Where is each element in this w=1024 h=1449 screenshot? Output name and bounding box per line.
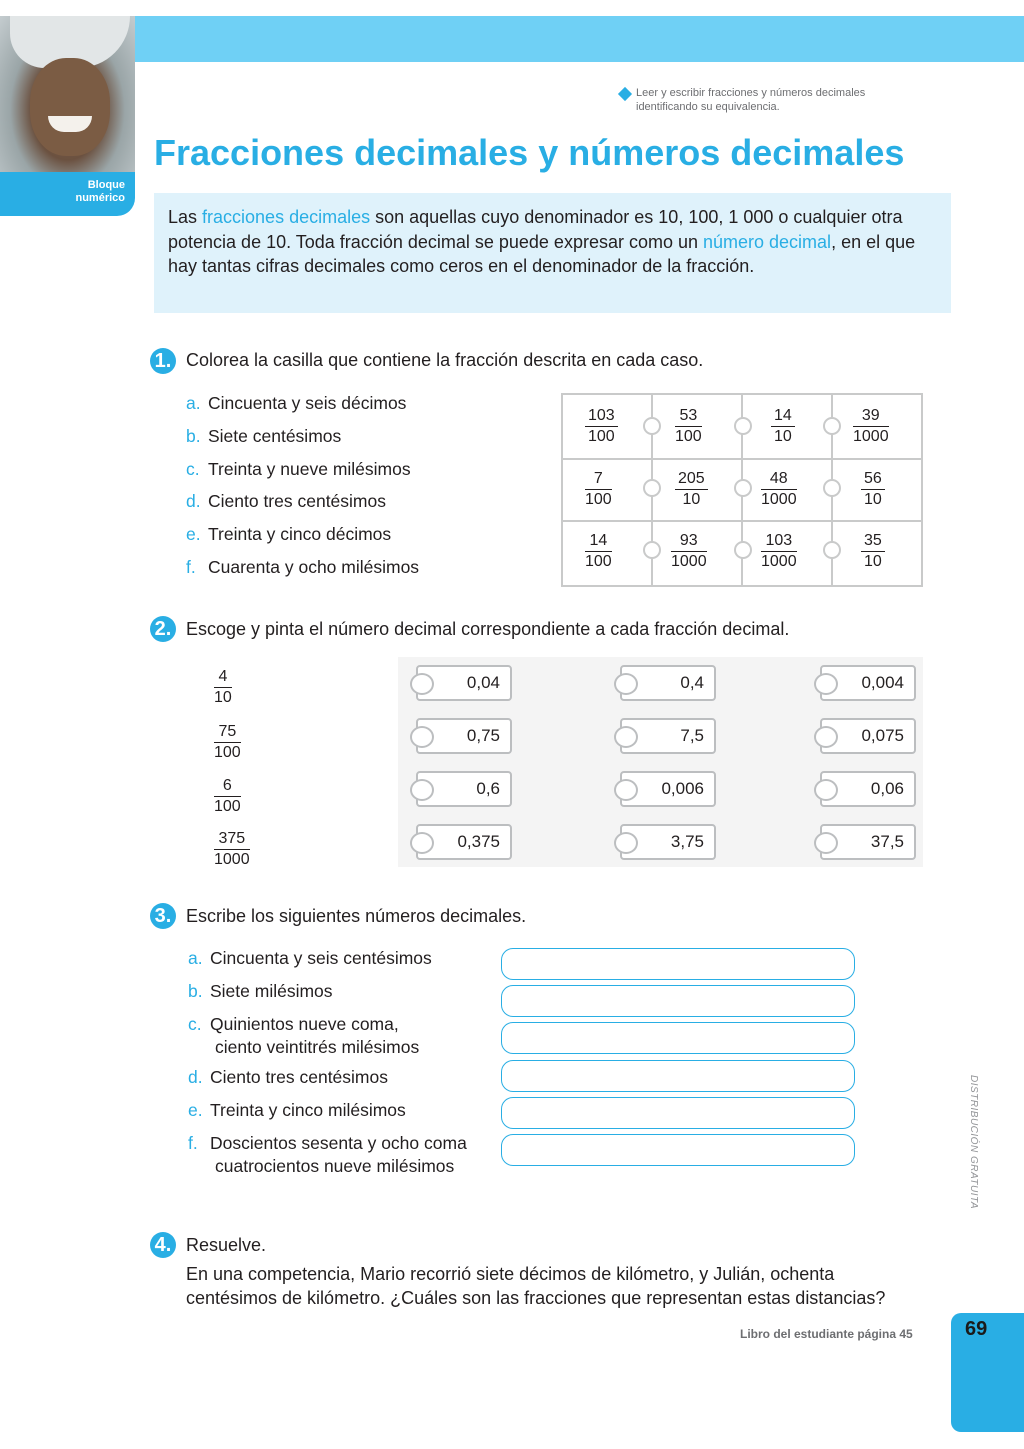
intro-text-1: Las xyxy=(168,207,203,227)
q2-number: 2. xyxy=(150,616,176,642)
q4-number: 4. xyxy=(150,1232,176,1258)
decimal-option[interactable]: 0,004 xyxy=(820,665,916,701)
decimal-options-area xyxy=(398,657,923,867)
q1-item-a: a. Cincuenta y seis décimos xyxy=(186,393,407,413)
book-reference: Libro del estudiante página 45 xyxy=(740,1327,913,1341)
section-tab-line2: numérico xyxy=(75,192,125,204)
fraction-puzzle-grid xyxy=(561,393,923,587)
puzzle-cell[interactable]: $\frac{93}{1000}$ xyxy=(671,532,707,570)
decimal-option[interactable]: 0,04 xyxy=(416,665,512,701)
q4-text: Resuelve. xyxy=(186,1235,267,1255)
page-number: 69 xyxy=(965,1318,988,1340)
puzzle-cell[interactable]: $\frac{35}{10}$ xyxy=(833,520,923,583)
intro-text-3: , en el que hay tantas cifras decimales como ceros en el denominador de la fracción. xyxy=(168,231,916,276)
answer-field-d[interactable] xyxy=(501,1060,855,1092)
page-number-tab xyxy=(951,1313,1024,1432)
q1-item-b: b. Siete centésimos xyxy=(186,426,342,446)
q3-text: Escribe los siguientes números decimales. xyxy=(186,906,527,926)
objective-line1: Leer y escribir fracciones y números decimales xyxy=(636,87,866,99)
decimal-option[interactable]: 0,6 xyxy=(416,771,512,807)
q3-item-a: a. Cincuenta y seis centésimos xyxy=(188,948,432,968)
section-tab xyxy=(0,172,135,216)
puzzle-cell[interactable]: $\frac{48}{1000}$ xyxy=(761,470,797,508)
q3-item-f: f. Doscientos sesenta y ocho coma xyxy=(188,1133,467,1153)
puzzle-cell[interactable]: $\frac{7}{100}$ xyxy=(585,470,612,508)
q2-fraction: $\frac{6}{100}$ xyxy=(214,777,241,815)
q3-item-c-line2: ciento veintitrés milésimos xyxy=(215,1037,420,1057)
q1-item-d: d. Ciento tres centésimos xyxy=(186,491,386,511)
distribution-note: DISTRIBUCIÓN GRATUITA xyxy=(968,1075,979,1210)
q2-fraction: $\frac{75}{100}$ xyxy=(214,723,241,761)
intro-box xyxy=(154,193,951,313)
puzzle-cell[interactable]: $\frac{103}{100}$ xyxy=(563,395,653,458)
decimal-option[interactable]: 0,4 xyxy=(620,665,716,701)
q3-item-c: c. Quinientos nueve coma, xyxy=(188,1014,399,1034)
puzzle-cell[interactable]: $\frac{39}{1000}$ xyxy=(853,407,889,445)
puzzle-cell[interactable]: $\frac{205}{10}$ xyxy=(653,458,743,521)
answer-field-b[interactable] xyxy=(501,985,855,1017)
cube-icon xyxy=(618,87,632,101)
decimal-option[interactable]: 7,5 xyxy=(620,718,716,754)
q3-item-f-line2: cuatrocientos nueve milésimos xyxy=(215,1156,455,1176)
intro-highlight-1: fracciones decimales xyxy=(202,207,371,227)
puzzle-cell[interactable]: $\frac{103}{1000}$ xyxy=(761,532,797,570)
q1-item-e: e. Treinta y cinco décimos xyxy=(186,524,392,544)
answer-field-c[interactable] xyxy=(501,1022,855,1054)
intro-text-2: son aquellas cuyo denominador es 10, 100, 1 000 o cualquier otra potencia de 10. Toda fracción decimal se puede expresar como un xyxy=(168,207,903,252)
decimal-option[interactable]: 0,075 xyxy=(820,718,916,754)
puzzle-cell[interactable]: $\frac{53}{100}$ xyxy=(675,407,702,445)
q4-problem-line1: En una competencia, Mario recorrió siete décimos de kilómetro, y Julián, ochenta xyxy=(186,1264,835,1284)
q3-item-e: e. Treinta y cinco milésimos xyxy=(188,1100,406,1120)
puzzle-cell[interactable]: $\frac{56}{10}$ xyxy=(833,458,923,521)
answer-field-e[interactable] xyxy=(501,1097,855,1129)
section-tab-line1: Bloque xyxy=(87,179,125,191)
q2-fraction: $\frac{375}{1000}$ xyxy=(214,830,250,868)
q1-number: 1. xyxy=(150,348,176,374)
q3-number: 3. xyxy=(150,903,176,929)
intro-highlight-2: número decimal xyxy=(703,231,832,252)
page-title: Fracciones decimales y números decimales xyxy=(154,132,905,173)
top-banner xyxy=(135,16,1024,62)
decimal-option[interactable]: 0,006 xyxy=(620,771,716,807)
decimal-option[interactable]: 0,06 xyxy=(820,771,916,807)
student-photo xyxy=(0,16,135,172)
answer-field-a[interactable] xyxy=(501,948,855,980)
q3-item-d: d. Ciento tres centésimos xyxy=(188,1067,388,1087)
puzzle-cell[interactable]: $\frac{14}{10}$ xyxy=(743,395,833,458)
q3-item-b: b. Siete milésimos xyxy=(188,981,333,1001)
q1-item-c: c. Treinta y nueve milésimos xyxy=(186,459,411,479)
decimal-option[interactable]: 37,5 xyxy=(820,824,916,860)
q1-item-f: f. Cuarenta y ocho milésimos xyxy=(186,557,420,577)
q2-fraction: $\frac{4}{10}$ xyxy=(214,668,232,706)
objective-line2: identificando su equivalencia. xyxy=(636,101,780,113)
decimal-option[interactable]: 0,375 xyxy=(416,824,512,860)
q1-text: Colorea la casilla que contiene la fracción descrita en cada caso. xyxy=(186,350,704,370)
puzzle-cell[interactable]: $\frac{14}{100}$ xyxy=(585,532,612,570)
decimal-option[interactable]: 0,75 xyxy=(416,718,512,754)
decimal-option[interactable]: 3,75 xyxy=(620,824,716,860)
answer-field-f[interactable] xyxy=(501,1134,855,1166)
q2-text: Escoge y pinta el número decimal correspondiente a cada fracción decimal. xyxy=(186,619,790,639)
q4-problem-line2: centésimos de kilómetro. ¿Cuáles son las fracciones que representan estas distancias? xyxy=(186,1288,886,1308)
